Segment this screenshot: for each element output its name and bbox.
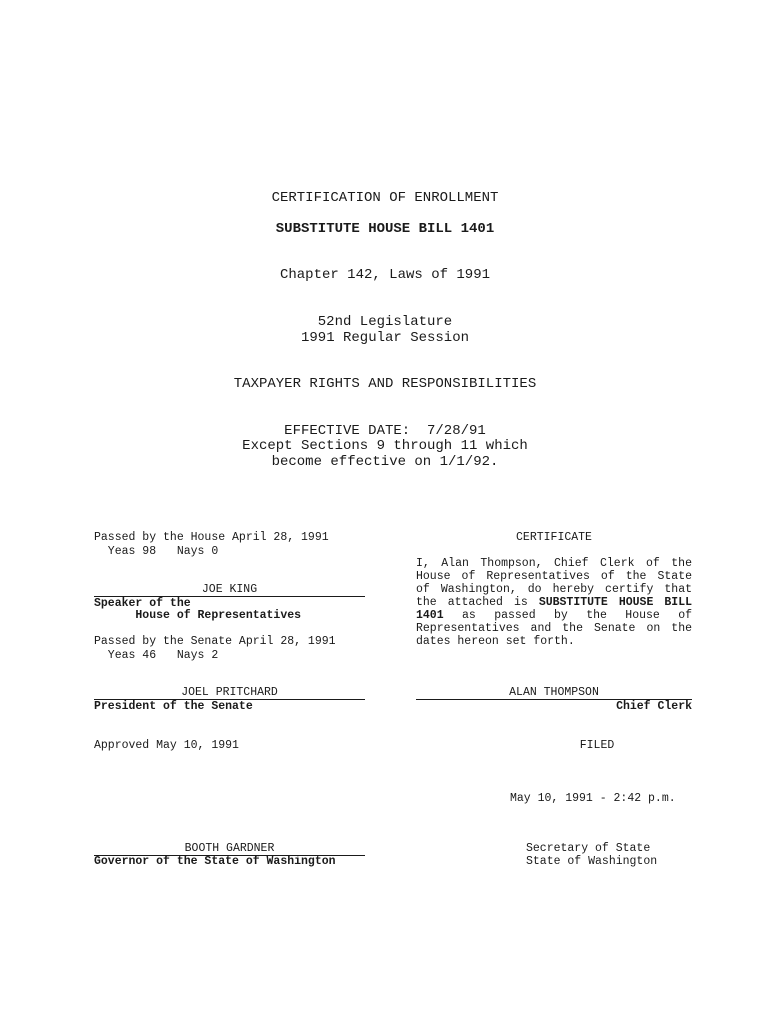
filed-timestamp: May 10, 1991 - 2:42 p.m.: [510, 792, 676, 805]
president-signature: JOEL PRITCHARD: [94, 686, 365, 700]
legislature-line: 52nd Legislature: [317, 314, 453, 330]
session-line: 1991 Regular Session: [300, 330, 470, 346]
governor-signature: BOOTH GARDNER: [94, 842, 365, 856]
speaker-signature: JOE KING: [94, 583, 365, 597]
governor-title: Governor of the State of Washington: [94, 855, 336, 868]
president-title: President of the Senate: [94, 700, 253, 713]
subject-line: TAXPAYER RIGHTS AND RESPONSIBILITIES: [233, 376, 537, 392]
house-passed-line: Passed by the House April 28, 1991: [94, 531, 329, 544]
clerk-title: Chief Clerk: [616, 700, 692, 713]
state-of-washington: State of Washington: [526, 855, 658, 868]
certificate-heading: CERTIFICATE: [516, 531, 592, 544]
senate-vote-count: Yeas 46 Nays 2: [94, 649, 219, 662]
house-vote-count: Yeas 98 Nays 0: [94, 545, 219, 558]
certificate-text: [416, 557, 692, 648]
effective-exception-2: become effective on 1/1/92.: [271, 454, 499, 470]
chapter-line: Chapter 142, Laws of 1991: [279, 267, 491, 283]
bill-title: SUBSTITUTE HOUSE BILL 1401: [275, 221, 495, 237]
certification-heading: CERTIFICATION OF ENROLLMENT: [271, 190, 499, 206]
secretary-of-state: Secretary of State: [526, 842, 651, 855]
filed-label: FILED: [579, 739, 615, 752]
certificate-bill: SUBSTITUTE HOUSE BILL 1401: [416, 596, 692, 622]
approved-line: Approved May 10, 1991: [94, 739, 239, 752]
senate-passed-line: Passed by the Senate April 28, 1991: [94, 635, 336, 648]
certificate-text-a: I, Alan Thompson, Chief Clerk of the House of Representatives of the State of Washington, do hereby certify that the attached is: [416, 557, 692, 609]
effective-exception-1: Except Sections 9 through 11 which: [242, 438, 528, 454]
speaker-title-2: House of Representatives: [94, 609, 302, 622]
speaker-title-1: Speaker of the: [94, 597, 191, 610]
effective-date: EFFECTIVE DATE: 7/28/91: [284, 423, 486, 439]
certificate-text-b: as passed by the House of Representatives and the Senate on the dates hereon set forth.: [416, 609, 692, 648]
clerk-signature: ALAN THOMPSON: [416, 686, 692, 700]
